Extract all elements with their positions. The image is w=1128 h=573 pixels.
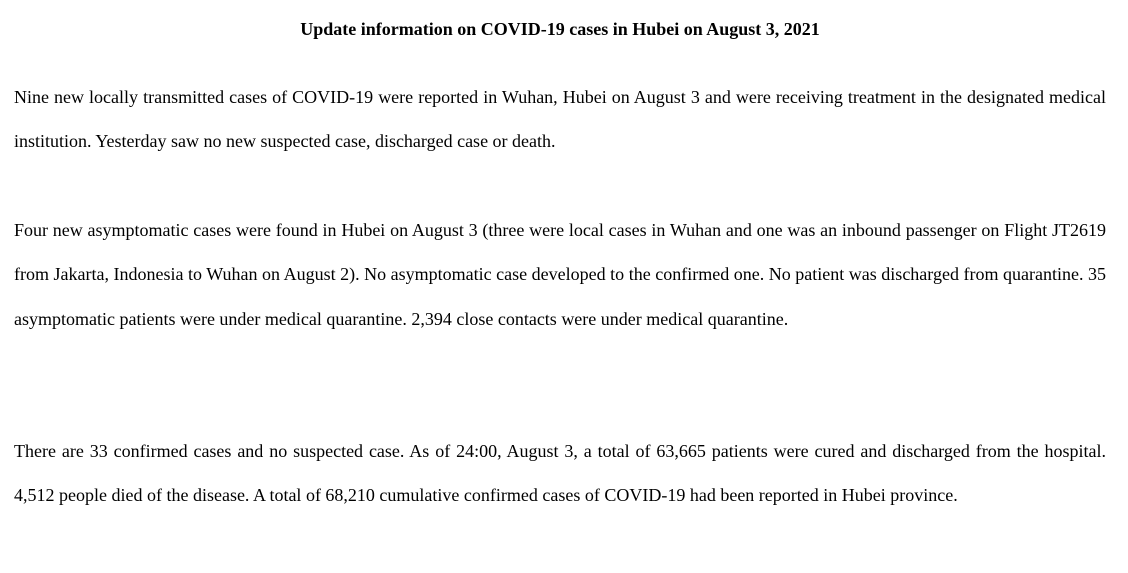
paragraph-cumulative-totals: There are 33 confirmed cases and no suspected case. As of 24:00, August 3, a total of 63,665 patients were cured and discharged from the hospital. 4,512 people died of the disease. A total of 68,210 cumulative confirmed cases of COVID-19 had been reported in Hubei province.	[14, 441, 1106, 506]
page-title: Update information on COVID-19 cases in Hubei on August 3, 2021	[300, 19, 820, 39]
paragraph-new-cases: Nine new locally transmitted cases of COVID-19 were reported in Wuhan, Hubei on August 3 and were receiving treatment in the designated medical institution. Yesterday saw no new suspected case, discharged case or death.	[14, 87, 1106, 152]
article	[14, 0, 1106, 506]
paragraph-asymptomatic-cases: Four new asymptomatic cases were found in Hubei on August 3 (three were local cases in Wuhan and one was an inbound passenger on Flight JT2619 from Jakarta, Indonesia to Wuhan on August 2). No asymptomatic case developed to the confirmed one. No patient was discharged from quarantine. 35 asymptomatic patients were under medical quarantine. 2,394 close contacts were under medical quarantine.	[14, 220, 1106, 329]
